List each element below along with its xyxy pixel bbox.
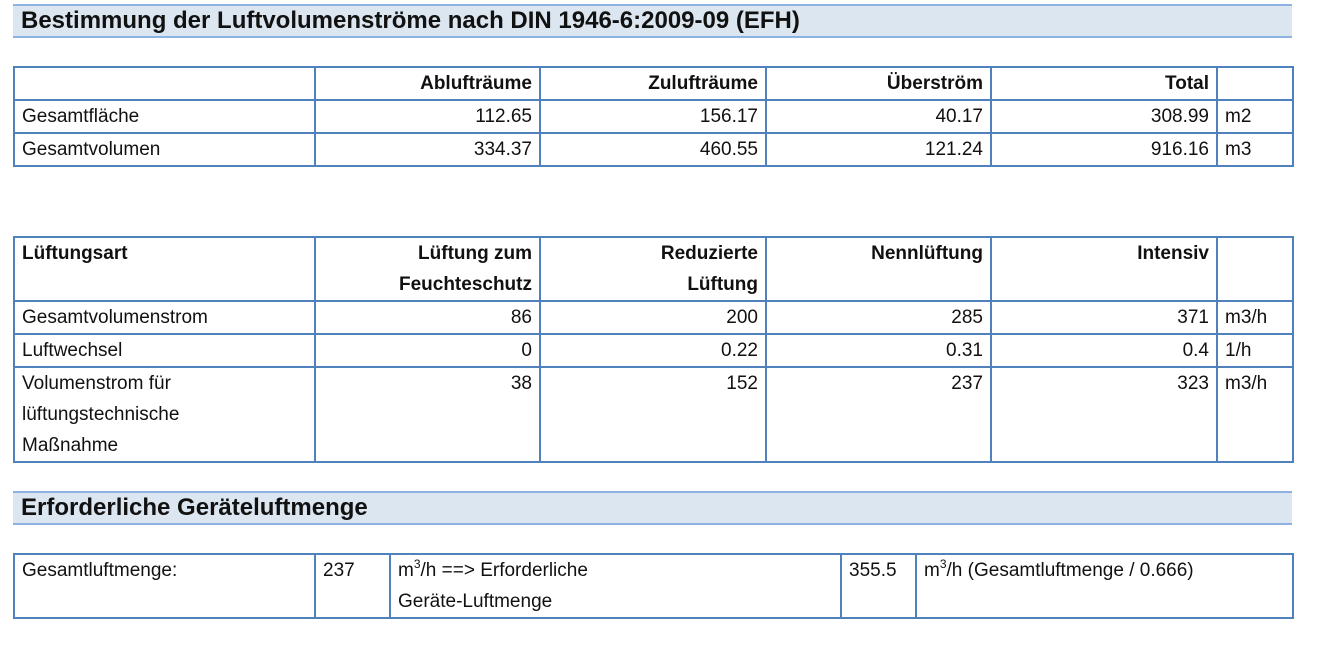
cell-abluft: 334.37 xyxy=(315,133,540,166)
header-lueftungsart: Lüftungsart xyxy=(14,237,315,301)
table-header-row xyxy=(14,67,1293,100)
row-label: Gesamtluftmenge: xyxy=(14,554,315,618)
header-nennlueftung: Nennlüftung xyxy=(766,237,991,301)
cell-unit: m3 xyxy=(1217,133,1293,166)
header-line: Reduzierte xyxy=(660,243,758,264)
cell-abluft: 112.65 xyxy=(315,100,540,133)
header-cell xyxy=(14,67,315,100)
header-line: Feuchteschutz xyxy=(398,274,532,295)
unit-sup: 3 xyxy=(413,557,421,571)
row-label xyxy=(14,367,315,462)
area-volume-table xyxy=(13,66,1294,167)
cell-nenn: 0.31 xyxy=(766,334,991,367)
cell-unit: m2 xyxy=(1217,100,1293,133)
cell-reduziert: 152 xyxy=(540,367,766,462)
row-label: Gesamtfläche xyxy=(14,100,315,133)
cell-unit: 1/h xyxy=(1217,334,1293,367)
header-line: Lüftung xyxy=(687,274,758,295)
cell-nenn: 285 xyxy=(766,301,991,334)
cell-value: 237 xyxy=(315,554,390,618)
cell-intensiv: 371 xyxy=(991,301,1217,334)
header-reduzierte-lueftung xyxy=(540,237,766,301)
header-zulufträume: Zulufträume xyxy=(540,67,766,100)
cell-nenn: 237 xyxy=(766,367,991,462)
cell-unit-description xyxy=(390,554,841,618)
cell-intensiv: 0.4 xyxy=(991,334,1217,367)
row-label-line: Volumenstrom für xyxy=(22,373,171,394)
cell-intensiv: 323 xyxy=(991,367,1217,462)
result-unit-sup: 3 xyxy=(939,557,947,571)
cell-reduziert: 0.22 xyxy=(540,334,766,367)
section-title-geraeteluftmenge: Erforderliche Geräteluftmenge xyxy=(13,491,1292,525)
cell-feuchteschutz: 0 xyxy=(315,334,540,367)
unit-rest: /h ==> Erforderliche xyxy=(420,560,588,581)
header-ablufträume: Ablufträume xyxy=(315,67,540,100)
cell-ueberstroem: 40.17 xyxy=(766,100,991,133)
cell-feuchteschutz: 38 xyxy=(315,367,540,462)
cell-reduziert: 200 xyxy=(540,301,766,334)
device-airflow-table xyxy=(13,553,1294,619)
cell-total: 308.99 xyxy=(991,100,1217,133)
header-ueberstroem: Überström xyxy=(766,67,991,100)
table-row xyxy=(14,301,1293,334)
row-label: Gesamtvolumen xyxy=(14,133,315,166)
unit-line: Geräte-Luftmenge xyxy=(398,591,553,612)
header-unit xyxy=(1217,237,1293,301)
cell-ueberstroem: 121.24 xyxy=(766,133,991,166)
unit-m: m xyxy=(398,560,414,581)
ventilation-table xyxy=(13,236,1294,463)
row-label-line: lüftungstechnische xyxy=(22,404,180,425)
cell-unit: m3/h xyxy=(1217,367,1293,462)
cell-zuluft: 460.55 xyxy=(540,133,766,166)
table-row xyxy=(14,334,1293,367)
header-total: Total xyxy=(991,67,1217,100)
row-label: Gesamtvolumenstrom xyxy=(14,301,315,334)
table-header-row xyxy=(14,237,1293,301)
cell-total: 916.16 xyxy=(991,133,1217,166)
cell-unit: m3/h xyxy=(1217,301,1293,334)
cell-result-unit xyxy=(916,554,1293,618)
table-row xyxy=(14,554,1293,618)
table-row xyxy=(14,367,1293,462)
header-feuchteschutz xyxy=(315,237,540,301)
row-label: Luftwechsel xyxy=(14,334,315,367)
header-intensiv: Intensiv xyxy=(991,237,1217,301)
section-title-luftvolumenstroeme: Bestimmung der Luftvolumenströme nach DIN 1946-6:2009-09 (EFH) xyxy=(13,4,1292,38)
unit-line xyxy=(398,555,833,586)
cell-result: 355.5 xyxy=(841,554,916,618)
table-row xyxy=(14,133,1293,166)
result-unit-rest: /h (Gesamtluftmenge / 0.666) xyxy=(946,560,1194,581)
header-line: Lüftung zum xyxy=(418,243,532,264)
header-unit xyxy=(1217,67,1293,100)
result-unit-m: m xyxy=(924,560,940,581)
cell-zuluft: 156.17 xyxy=(540,100,766,133)
row-label-line: Maßnahme xyxy=(22,435,119,456)
table-row xyxy=(14,100,1293,133)
cell-feuchteschutz: 86 xyxy=(315,301,540,334)
